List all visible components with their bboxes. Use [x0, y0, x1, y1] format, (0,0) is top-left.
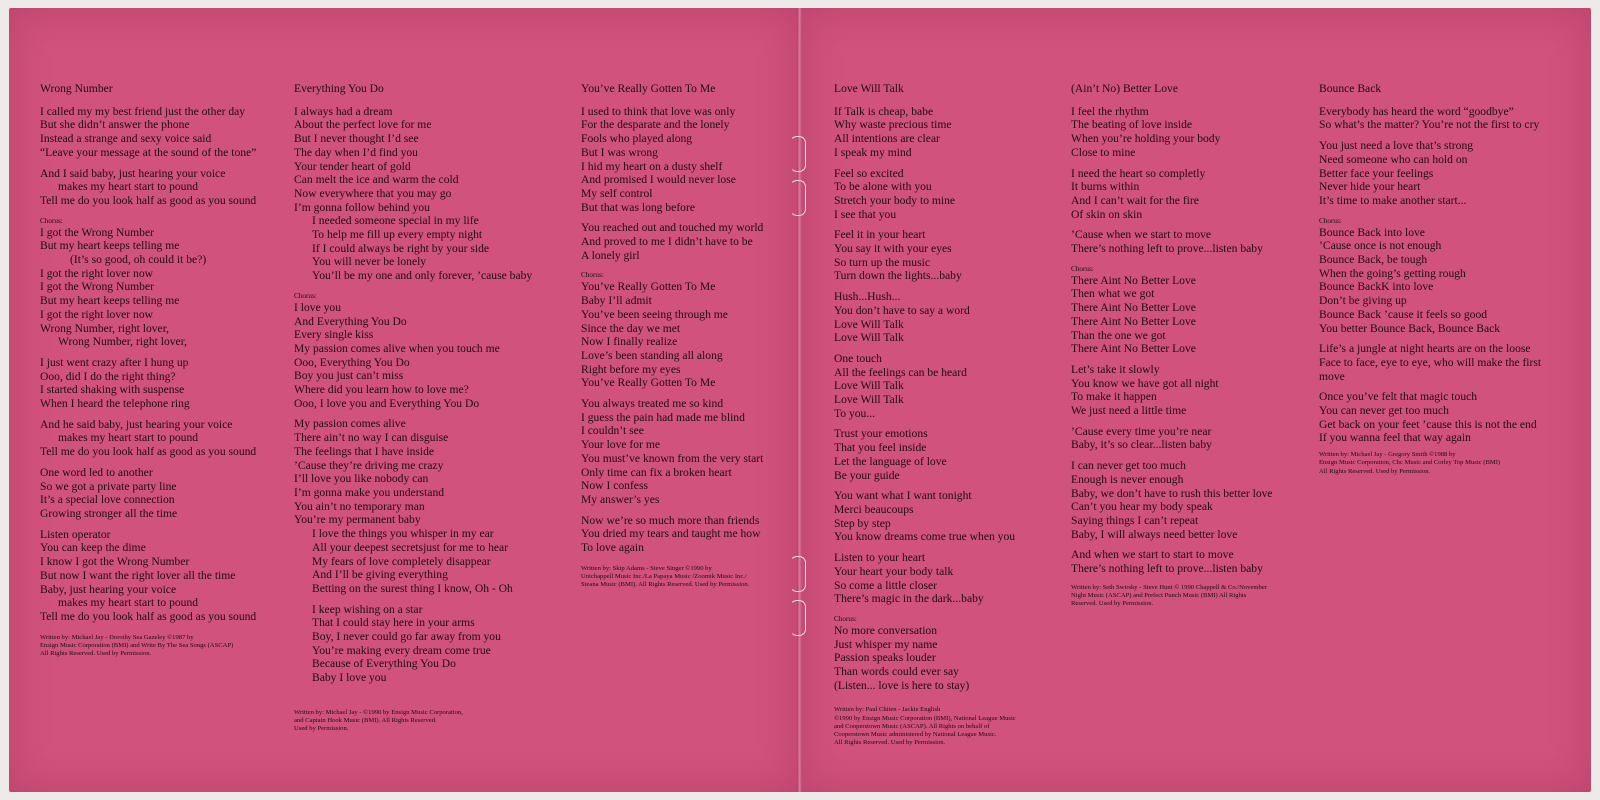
- lyric-line: Hush...Hush...: [834, 290, 901, 304]
- lyric-line: Face to face, eye to eye, who will make the first: [1319, 355, 1542, 369]
- lyric-line: Than words could ever say: [834, 665, 959, 679]
- lyric-line: You’re making every dream come true: [312, 643, 491, 657]
- lyric-line: (It’s so good, oh could it be?): [70, 253, 207, 267]
- lyric-line: You don’t have to say a word: [834, 303, 970, 317]
- lyric-line: You’ve Really Gotten To Me: [581, 376, 716, 390]
- lyric-line: When you’re holding your body: [1071, 132, 1221, 146]
- lyric-line: It’s time to make another start...: [1319, 193, 1467, 207]
- lyric-line: So come a little closer: [834, 578, 938, 592]
- lyric-line: I keep wishing on a star: [312, 602, 423, 616]
- song-column-aint-no-better-love: [1071, 82, 1273, 608]
- lyric-line: I hid my heart on a dusty shelf: [581, 159, 723, 173]
- chorus-label: Chorus:: [40, 216, 63, 225]
- song-credit: Written by: Seth Swirsky - Steve Hunt © 1990 Chappell & Co./November Night Music (ASCAP) and Prefect Punch Music (BMI) All Rights Reserved. Used by Permission.: [1071, 583, 1267, 608]
- lyric-line: One word led to another: [40, 465, 153, 479]
- lyric-line: Love’s been standing all along: [581, 348, 723, 362]
- lyric-line: Can melt the ice and warm the cold: [294, 173, 459, 187]
- lyric-line: Boy you just can’t miss: [294, 369, 404, 383]
- lyric-line: To be alone with you: [834, 180, 932, 194]
- lyric-line: There’s nothing left to prove...listen baby: [1071, 562, 1263, 576]
- lyric-line: I love the things you whisper in my ear: [312, 527, 494, 541]
- lyric-line: And I can’t wait for the fire: [1071, 193, 1199, 207]
- lyric-line: Everybody has heard the word “goodbye”: [1319, 104, 1514, 118]
- lyric-line: You say it with your eyes: [834, 242, 952, 256]
- lyric-line: But I was wrong: [581, 145, 658, 159]
- song-column-bounce-back: [1319, 82, 1541, 476]
- lyric-line: It’s a special love connection: [40, 493, 175, 507]
- lyric-line: And I’ll be giving everything: [312, 568, 448, 582]
- lyric-line: Baby, we don’t have to rush this better love: [1071, 486, 1273, 500]
- lyric-line: But she didn’t answer the phone: [40, 118, 190, 132]
- lyric-line: My answer’s yes: [581, 492, 660, 506]
- lyric-line: Be your guide: [834, 468, 900, 482]
- lyric-line: But I never thought I’d see: [294, 132, 419, 146]
- staple: [790, 600, 806, 636]
- lyric-line: Love Will Talk: [834, 317, 904, 331]
- lyric-line: Need someone who can hold on: [1319, 152, 1468, 166]
- lyric-line: Than the one we got: [1071, 328, 1166, 342]
- lyric-line: (Listen... love is here to stay): [834, 678, 970, 692]
- song-title: (Ain’t No) Better Love: [1071, 82, 1178, 95]
- lyric-line: makes my heart start to pound: [58, 431, 199, 445]
- lyric-line: I started shaking with suspense: [40, 383, 185, 397]
- lyric-line: I couldn’t see: [581, 424, 644, 438]
- lyric-line: The beating of love inside: [1071, 118, 1193, 132]
- lyric-line: Turn down the lights...baby: [834, 269, 962, 283]
- song-title: Bounce Back: [1319, 82, 1382, 95]
- lyric-line: And I said baby, just hearing your voice: [40, 166, 226, 180]
- lyric-line: Tell me do you look half as good as you sound: [40, 445, 257, 459]
- lyric-line: When the going’s getting rough: [1319, 266, 1466, 280]
- lyric-line: Better face your feelings: [1319, 166, 1434, 180]
- lyric-line: I got the right lover now: [40, 266, 154, 280]
- lyric-line: You can never get too much: [1319, 404, 1449, 418]
- lyric-line: Why waste precious time: [834, 118, 952, 132]
- song-title: You’ve Really Gotten To Me: [581, 82, 716, 95]
- lyric-line: My passion comes alive when you touch me: [294, 341, 500, 355]
- lyric-line: But my heart keeps telling me: [40, 294, 180, 308]
- lyric-line: But my heart keeps telling me: [40, 239, 180, 253]
- lyric-line: Every single kiss: [294, 328, 374, 342]
- lyric-line: So we got a private party line: [40, 479, 177, 493]
- lyric-line: I guess the pain had made me blind: [581, 410, 745, 424]
- lyric-line: Get back on your feet ’cause this is not the end: [1319, 417, 1537, 431]
- lyric-line: move: [1319, 369, 1345, 383]
- lyric-line: You just need a love that’s strong: [1319, 139, 1474, 153]
- lyric-line: Your tender heart of gold: [294, 159, 411, 173]
- lyric-line: Now I finally realize: [581, 335, 678, 349]
- lyric-line: Your heart your body talk: [834, 564, 954, 578]
- lyric-line: Let the language of love: [834, 454, 947, 468]
- lyric-line: I’m gonna follow behind you: [294, 200, 430, 214]
- lyric-line: Because of Everything You Do: [312, 657, 456, 671]
- lyric-line: And he said baby, just hearing your voice: [40, 417, 233, 431]
- lyric-line: Growing stronger all the time: [40, 506, 178, 520]
- lyric-line: My passion comes alive: [294, 417, 406, 431]
- lyric-line: Wrong Number, right lover,: [40, 321, 170, 335]
- lyric-line: You better Bounce Back, Bounce Back: [1319, 321, 1501, 335]
- lyric-line: Now I confess: [581, 479, 648, 493]
- lyric-line: We just need a little time: [1071, 404, 1187, 418]
- lyric-line: And proved to me I didn’t have to be: [581, 235, 753, 249]
- lyric-line: If you wanna feel that way again: [1319, 431, 1471, 445]
- lyric-line: You’ll be my one and only forever, ’cause baby: [312, 269, 533, 283]
- lyric-line: No more conversation: [834, 623, 938, 637]
- lyric-line: And promised I would never lose: [581, 173, 736, 187]
- chorus-label: Chorus:: [834, 614, 857, 623]
- lyric-line: And Everything You Do: [294, 314, 407, 328]
- lyric-line: Right before my eyes: [581, 362, 681, 376]
- lyric-line: All intentions are clear: [834, 132, 940, 146]
- lyric-line: Baby, I will always need better love: [1071, 527, 1238, 541]
- lyric-line: Saying things I can’t repeat: [1071, 513, 1199, 527]
- lyric-line: It burns within: [1071, 180, 1140, 194]
- lyric-line: Baby I’ll admit: [581, 294, 652, 308]
- lyric-line: There Aint No Better Love: [1071, 314, 1196, 328]
- lyric-line: Bounce Back, be tough: [1319, 253, 1428, 267]
- chorus-label: Chorus:: [1071, 264, 1094, 273]
- staple: [790, 556, 806, 592]
- chorus-label: Chorus:: [294, 291, 317, 300]
- booklet-spine: [797, 8, 802, 792]
- lyric-line: Baby, just hearing your voice: [40, 582, 177, 596]
- lyric-line: A lonely girl: [581, 248, 640, 262]
- lyric-line: Instead a strange and sexy voice said: [40, 132, 212, 146]
- lyric-line: Listen operator: [40, 527, 111, 541]
- lyric-line: There ain’t no way I can disguise: [294, 431, 449, 445]
- lyric-line: Let’s take it slowly: [1071, 362, 1160, 376]
- lyric-line: I speak my mind: [834, 145, 912, 159]
- lyric-line: Listen to your heart: [834, 551, 926, 565]
- lyric-line: You’re my permanent baby: [294, 513, 421, 527]
- lyric-line: Life’s a jungle at night hearts are on the loose: [1319, 342, 1531, 356]
- lyric-line: You dried my tears and taught me how: [581, 527, 761, 541]
- lyric-line: That I could stay here in your arms: [312, 616, 475, 630]
- lyric-line: I used to think that love was only: [581, 104, 736, 118]
- lyric-line: All your deepest secretsjust for me to hear: [312, 540, 509, 554]
- lyric-line: Love Will Talk: [834, 393, 904, 407]
- song-credit: Written by: Paul Chiten - Jackie English ©1990 by Ensign Music Corporation (BMI), National League Music and Cooperstown Music (ASCAP). All Rights on behalf of Cooperstown Music administered by National League Music. All Rights Reserved. Used by Permission.: [834, 706, 1016, 747]
- lyric-line: For the desparate and the lonely: [581, 118, 730, 132]
- lyric-line: Love Will Talk: [834, 331, 904, 345]
- lyric-line: I can never get too much: [1071, 459, 1186, 473]
- lyric-line: I’ll love you like nobody can: [294, 472, 429, 486]
- lyric-line: Now everywhere that you may go: [294, 186, 452, 200]
- lyric-line: When I heard the telephone ring: [40, 397, 190, 411]
- lyric-line: You will never be lonely: [312, 255, 427, 269]
- lyric-line: I’m gonna make you understand: [294, 485, 445, 499]
- chorus-label: Chorus:: [581, 271, 604, 280]
- lyric-line: But that was long before: [581, 200, 695, 214]
- lyric-line: Betting on the surest thing I know, Oh - Oh: [312, 581, 513, 595]
- lyric-line: Tell me do you look half as good as you sound: [40, 609, 257, 623]
- lyric-line: The day when I’d find you: [294, 145, 418, 159]
- lyric-line: Never hide your heart: [1319, 180, 1421, 194]
- song-credit: Written by: Michael Jay - ©1990 by Ensign Music Corporation, and Captain Hook Music (BMI). All Rights Reserved. Used by Permission.: [294, 708, 463, 733]
- lyric-line: I called my my best friend just the other day: [40, 104, 246, 118]
- lyric-line: Since the day we met: [581, 321, 681, 335]
- lyric-line: Your love for me: [581, 438, 661, 452]
- lyric-line: ’Cause they’re driving me crazy: [294, 458, 444, 472]
- lyric-line: You know we have got all night: [1071, 376, 1219, 390]
- staple: [790, 180, 806, 216]
- lyric-line: My fears of love completely disappear: [312, 554, 491, 568]
- lyric-line: I know I got the Wrong Number: [40, 555, 190, 569]
- song-column-love-will-talk: [834, 82, 1016, 747]
- lyric-line: You ain’t no temporary man: [294, 499, 425, 513]
- lyric-line: I got the Wrong Number: [40, 280, 154, 294]
- lyric-line: Of skin on skin: [1071, 207, 1143, 221]
- lyric-line: Feel it in your heart: [834, 228, 926, 242]
- lyric-line: You want what I want tonight: [834, 489, 972, 503]
- lyric-line: You reached out and touched my world: [581, 221, 764, 235]
- lyric-line: Merci beaucoups: [834, 502, 914, 516]
- lyric-line: Enough is never enough: [1071, 472, 1184, 486]
- lyric-line: Don’t be giving up: [1319, 294, 1407, 308]
- lyric-line: “Leave your message at the sound of the tone”: [40, 145, 257, 159]
- lyric-line: Step by step: [834, 516, 891, 530]
- lyric-line: There Aint No Better Love: [1071, 342, 1196, 356]
- song-title: Love Will Talk: [834, 82, 904, 95]
- lyric-line: To you...: [834, 406, 876, 420]
- lyric-line: And when we start to start to move: [1071, 548, 1234, 562]
- lyric-line: makes my heart start to pound: [58, 180, 199, 194]
- lyric-line: I just went crazy after I hung up: [40, 355, 189, 369]
- lyric-line: I feel the rhythm: [1071, 104, 1149, 118]
- chorus-label: Chorus:: [1319, 216, 1342, 225]
- lyric-line: So turn up the music: [834, 255, 930, 269]
- lyric-line: Bounce Back ’cause it feels so good: [1319, 307, 1488, 321]
- song-column-wrong-number: [40, 82, 256, 658]
- lyric-line: Love Will Talk: [834, 379, 904, 393]
- lyric-line: About the perfect love for me: [294, 118, 432, 132]
- lyric-line: You can keep the dime: [40, 541, 146, 555]
- lyric-line: The feelings that I have inside: [294, 444, 435, 458]
- song-title: Wrong Number: [40, 82, 113, 95]
- lyric-line: If Talk is cheap, babe: [834, 104, 934, 118]
- lyric-line: ’Cause when we start to move: [1071, 228, 1212, 242]
- song-credit: Written by: Michael Jay - Gregory Smith ©1988 by Ensign Music Corporation, Chc Music and Corley Top Music (BMI) All Rights Reserved. Used by Permission.: [1319, 451, 1501, 475]
- lyric-line: One touch: [834, 351, 882, 365]
- lyric-line: There Aint No Better Love: [1071, 301, 1196, 315]
- lyric-line: Wrong Number, right lover,: [58, 335, 188, 349]
- lyric-line: Passion speaks louder: [834, 651, 936, 665]
- lyric-line: I love you: [294, 300, 342, 314]
- lyric-line: Ooo, did I do the right thing?: [40, 369, 176, 383]
- lyric-line: I always had a dream: [294, 104, 393, 118]
- lyric-line: I need the heart so completly: [1071, 166, 1206, 180]
- lyric-line: Can’t you hear my body speak: [1071, 500, 1213, 514]
- lyric-line: Feel so excited: [834, 166, 904, 180]
- lyric-line: ’Cause once is not enough: [1319, 239, 1442, 253]
- lyric-line: Bounce Back into love: [1319, 225, 1425, 239]
- lyric-line: I see that you: [834, 207, 897, 221]
- lyric-line: You’ve Really Gotten To Me: [581, 280, 716, 294]
- lyric-line: Then what we got: [1071, 287, 1155, 301]
- lyric-line: You’ve been seeing through me: [581, 307, 728, 321]
- song-title: Everything You Do: [294, 82, 384, 95]
- song-column-youve-really-gotten-to-me: [581, 82, 763, 589]
- lyric-line: Where did you learn how to love me?: [294, 383, 469, 397]
- lyric-line: Stretch your body to mine: [834, 193, 956, 207]
- lyric-line: You must’ve known from the very start: [581, 451, 764, 465]
- lyric-line: Baby, it’s so clear...listen baby: [1071, 438, 1212, 452]
- lyric-line: Close to mine: [1071, 145, 1136, 159]
- lyric-line: There’s magic in the dark...baby: [834, 592, 984, 606]
- lyric-line: makes my heart start to pound: [58, 596, 199, 610]
- lyric-line: Boy, I never could go far away from you: [312, 630, 501, 644]
- song-credit: Written by: Skip Adams - Steve Singer ©1990 by Unichappell Music Inc./La Papaya Music /Zoomik Music Inc./ Steana Music (BMI). All Rights Reserved. Used by Permission.: [581, 564, 750, 589]
- lyric-line: Baby I love you: [312, 671, 387, 685]
- lyric-line: Ooo, I love you and Everything You Do: [294, 396, 480, 410]
- lyric-line: To help me fill up every empty night: [312, 228, 483, 242]
- lyric-line: All the feelings can be heard: [834, 365, 967, 379]
- lyric-line: So what’s the matter? You’re not the first to cry: [1319, 118, 1540, 132]
- lyric-line: Bounce BackK into love: [1319, 280, 1434, 294]
- lyric-line: To make it happen: [1071, 390, 1157, 404]
- lyric-line: I got the right lover now: [40, 307, 154, 321]
- lyric-line: Trust your emotions: [834, 427, 928, 441]
- lyric-line: Now we’re so much more than friends: [581, 513, 760, 527]
- song-column-everything-you-do: [294, 82, 532, 733]
- lyric-line: Ooo, Everything You Do: [294, 355, 410, 369]
- lyric-line: My self control: [581, 186, 653, 200]
- lyric-line: You always treated me so kind: [581, 397, 724, 411]
- lyric-line: There Aint No Better Love: [1071, 273, 1196, 287]
- lyric-line: ’Cause every time you’re near: [1071, 424, 1212, 438]
- staple: [790, 136, 806, 172]
- lyric-line: I needed someone special in my life: [312, 214, 479, 228]
- lyric-line: Tell me do you look half as good as you sound: [40, 193, 257, 207]
- lyric-line: Once you’ve felt that magic touch: [1319, 390, 1478, 404]
- lyric-line: There’s nothing left to prove...listen baby: [1071, 242, 1263, 256]
- lyric-line: Only time can fix a broken heart: [581, 465, 732, 479]
- lyric-line: Just whisper my name: [834, 637, 938, 651]
- lyric-line: To love again: [581, 541, 644, 555]
- lyric-line: But now I want the right lover all the time: [40, 568, 236, 582]
- lyric-line: You know dreams come true when you: [834, 530, 1016, 544]
- lyric-line: I got the Wrong Number: [40, 225, 154, 239]
- lyric-line: That you feel inside: [834, 441, 927, 455]
- lyric-line: Fools who played along: [581, 132, 693, 146]
- lyric-line: If I could always be right by your side: [312, 241, 490, 255]
- song-credit: Written by: Michael Jay - Dorothy Sea Gazeley ©1987 by Ensign Music Corporation (BMI) and Write By The Sea Songs (ASCAP) All Rights Reserved. Used by Permission.: [40, 633, 234, 658]
